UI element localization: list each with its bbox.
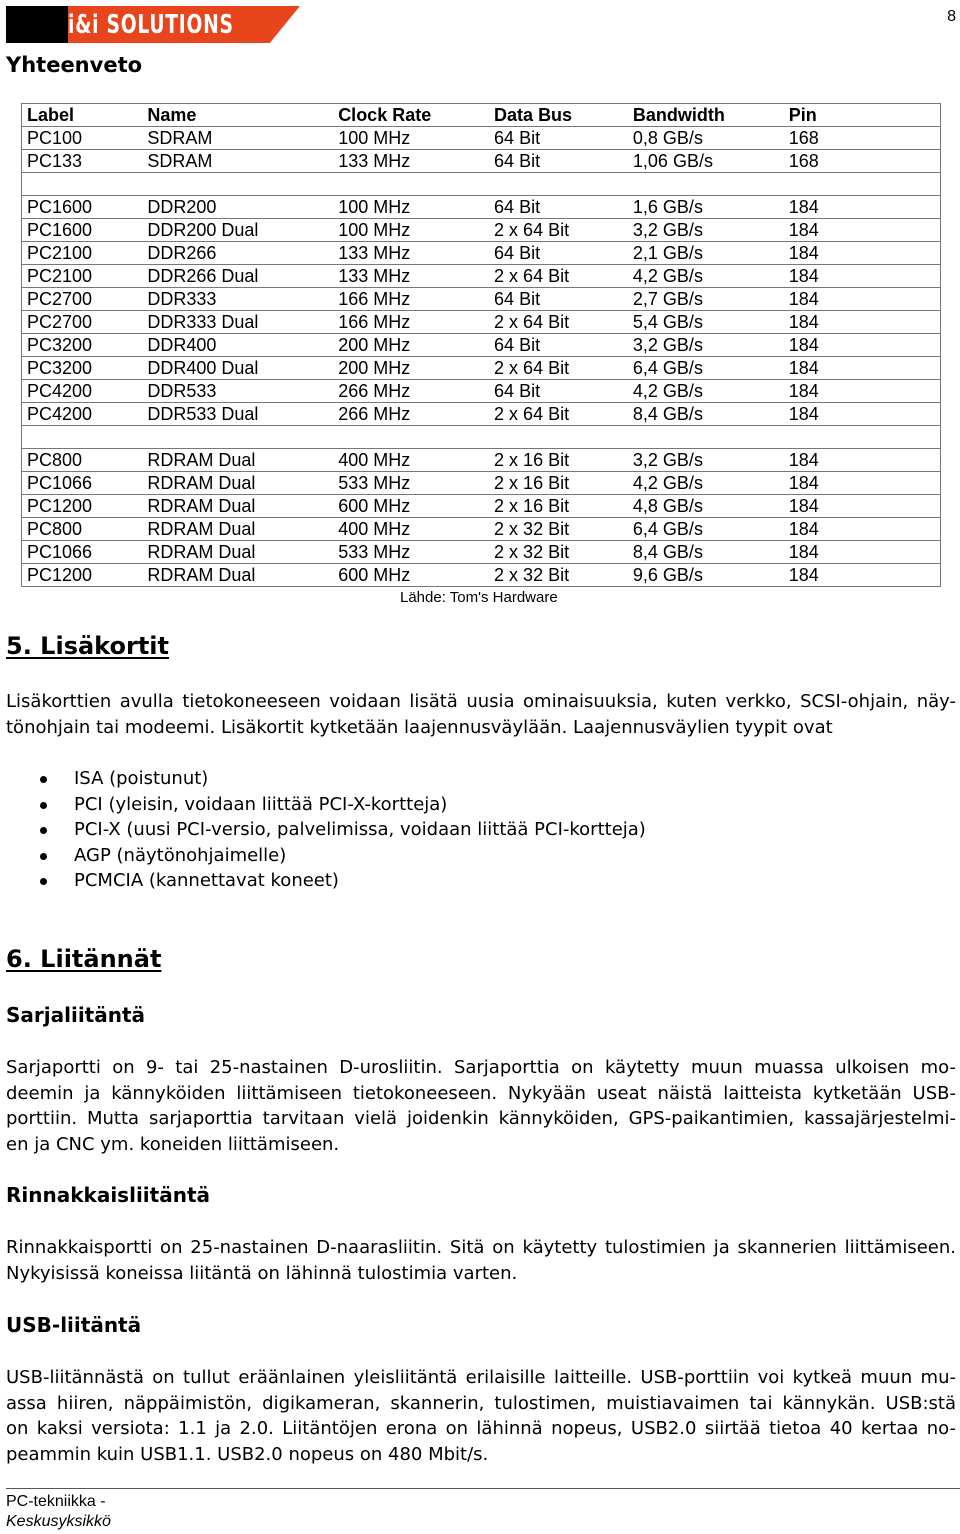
heading-lisakortit: 5. Lisäkortit: [6, 632, 169, 660]
table-row: [22, 541, 941, 564]
cell-bandwidth: 1,06 GB/s: [628, 150, 784, 173]
cell-label: PC2100: [22, 265, 143, 288]
cell-name: RDRAM Dual: [142, 495, 333, 518]
cell-bandwidth: 4,2 GB/s: [628, 380, 784, 403]
table-row: [22, 311, 941, 334]
cell-data-bus: 2 x 32 Bit: [489, 541, 628, 564]
list-item: [0, 766, 646, 792]
list-item-text: PCI (yleisin, voidaan liittää PCI-X-kortteja): [74, 793, 448, 815]
text-line: porttiin. Mutta sarjaporttia tarvitaan vielä joidenkin kännyköiden, GPS-paikantimien, kassajärjestelmi-: [6, 1108, 956, 1129]
heading-rinnakkaisliitanta: Rinnakkaisliitäntä: [6, 1183, 211, 1207]
cell-clock-rate: 133 MHz: [333, 265, 489, 288]
logo-text: i&i SOLUTIONS: [68, 10, 234, 40]
cell-data-bus: 2 x 64 Bit: [489, 219, 628, 242]
table-row: [22, 380, 941, 403]
cell-name: DDR400 Dual: [142, 357, 333, 380]
text-line: assa hiiren, näppäimistön, digikameran, skannerin, tulostimen, muistiavaimen tai kännykän. USB:stä: [6, 1392, 956, 1414]
table-row: [22, 242, 941, 265]
heading-liitannat: 6. Liitännät: [6, 945, 162, 973]
cell-data-bus: 2 x 64 Bit: [489, 265, 628, 288]
cell-bandwidth: 4,2 GB/s: [628, 265, 784, 288]
table-row: [22, 265, 941, 288]
cell-pin: 184: [784, 403, 941, 426]
list-item-text: PCMCIA (kannettavat koneet): [74, 870, 339, 892]
cell-clock-rate: 533 MHz: [333, 541, 489, 564]
footer-line-2: Keskusyksikkö: [6, 1513, 111, 1530]
cell-pin: 184: [784, 242, 941, 265]
paragraph-lisakortit-intro: [6, 689, 956, 740]
cell-pin: 184: [784, 380, 941, 403]
cell-data-bus: 64 Bit: [489, 380, 628, 403]
table-separator-row: [22, 426, 941, 449]
cell-label: PC1066: [22, 541, 143, 564]
memory-comparison-table: [21, 103, 941, 587]
cell-pin: 184: [784, 265, 941, 288]
cell-data-bus: 64 Bit: [489, 242, 628, 265]
text-line: deemin ja kännyköiden liittämiseen tietokoneeseen. Nykyään useat näistä laitteista kytketään USB-: [6, 1082, 956, 1104]
table-header-row: [22, 104, 941, 127]
cell-pin: 184: [784, 219, 941, 242]
cell-bandwidth: 2,7 GB/s: [628, 288, 784, 311]
cell-pin: 184: [784, 288, 941, 311]
page-footer: [6, 1492, 111, 1532]
cell-label: PC800: [22, 449, 143, 472]
cell-label: PC1200: [22, 495, 143, 518]
cell-name: DDR333: [142, 288, 333, 311]
bullet-icon: [40, 776, 47, 783]
table-source-note: Lähde: Tom's Hardware: [400, 589, 558, 606]
cell-bandwidth: 4,2 GB/s: [628, 472, 784, 495]
cell-name: DDR333 Dual: [142, 311, 333, 334]
heading-sarjaliitanta: Sarjaliitäntä: [6, 1003, 146, 1027]
cell-clock-rate: 200 MHz: [333, 334, 489, 357]
column-header-label: Label: [22, 104, 143, 127]
text-line: Rinnakkaisportti on 25-nastainen D-naarasliitin. Sitä on käytetty tulostimien ja skannerien liittämiseen.: [6, 1237, 956, 1258]
table-row: [22, 196, 941, 219]
company-logo: [6, 6, 300, 43]
cell-data-bus: 64 Bit: [489, 127, 628, 150]
cell-bandwidth: 3,2 GB/s: [628, 334, 784, 357]
cell-name: DDR266: [142, 242, 333, 265]
cell-bandwidth: 6,4 GB/s: [628, 518, 784, 541]
cell-bandwidth: 4,8 GB/s: [628, 495, 784, 518]
cell-clock-rate: 166 MHz: [333, 311, 489, 334]
cell-label: PC800: [22, 518, 143, 541]
text-line: peammin kuin USB1.1. USB2.0 nopeus on 480 Mbit/s.: [6, 1443, 489, 1465]
list-item: [0, 792, 646, 818]
cell-pin: 168: [784, 127, 941, 150]
section-title-yhteenveto: Yhteenveto: [6, 53, 143, 77]
text-line: Sarjaportti on 9- tai 25-nastainen D-urosliitin. Sarjaporttia on käytetty muun muassa ulkoisen mo-: [6, 1057, 956, 1078]
heading-usb-liitanta: USB-liitäntä: [6, 1313, 142, 1337]
cell-label: PC2700: [22, 311, 143, 334]
cell-bandwidth: 3,2 GB/s: [628, 219, 784, 242]
page-number: 8: [947, 8, 956, 25]
table-row: [22, 357, 941, 380]
table-separator-row: [22, 173, 941, 196]
paragraph-sarjaliitanta: [6, 1055, 956, 1157]
cell-data-bus: 2 x 64 Bit: [489, 403, 628, 426]
table-row: [22, 150, 941, 173]
column-header-data-bus: Data Bus: [489, 104, 628, 127]
column-header-bandwidth: Bandwidth: [628, 104, 784, 127]
cell-clock-rate: 600 MHz: [333, 495, 489, 518]
list-item-text: AGP (näytönohjaimelle): [74, 844, 287, 866]
list-item-text: PCI-X (uusi PCI-versio, palvelimissa, voidaan liittää PCI-kortteja): [74, 819, 646, 841]
cell-bandwidth: 6,4 GB/s: [628, 357, 784, 380]
cell-bandwidth: 1,6 GB/s: [628, 196, 784, 219]
cell-clock-rate: 100 MHz: [333, 196, 489, 219]
expansion-bus-list: [0, 766, 646, 894]
bullet-icon: [40, 853, 47, 860]
cell-name: DDR533 Dual: [142, 403, 333, 426]
footer-divider: [6, 1488, 960, 1489]
cell-name: RDRAM Dual: [142, 518, 333, 541]
table-row: [22, 288, 941, 311]
table-row: [22, 518, 941, 541]
cell-pin: 184: [784, 334, 941, 357]
table-separator-cell: [22, 173, 941, 196]
cell-clock-rate: 166 MHz: [333, 288, 489, 311]
cell-pin: 184: [784, 495, 941, 518]
cell-name: DDR200 Dual: [142, 219, 333, 242]
cell-data-bus: 2 x 16 Bit: [489, 449, 628, 472]
cell-name: DDR400: [142, 334, 333, 357]
cell-clock-rate: 100 MHz: [333, 219, 489, 242]
cell-bandwidth: 5,4 GB/s: [628, 311, 784, 334]
text-line: on kaksi versiota: 1.1 ja 2.0. Liitäntöjen erona on lähinnä nopeus, USB2.0 siirtää tietoa 40 kertaa no-: [6, 1418, 956, 1439]
table-separator-cell: [22, 426, 941, 449]
cell-bandwidth: 9,6 GB/s: [628, 564, 784, 587]
cell-name: RDRAM Dual: [142, 472, 333, 495]
table-row: [22, 334, 941, 357]
cell-label: PC2700: [22, 288, 143, 311]
table-row: [22, 127, 941, 150]
list-item: [0, 817, 646, 843]
column-header-name: Name: [142, 104, 333, 127]
cell-label: PC3200: [22, 357, 143, 380]
paragraph-usb-liitanta: [6, 1365, 956, 1467]
cell-data-bus: 2 x 16 Bit: [489, 472, 628, 495]
text-line: USB-liitännästä on tullut eräänlainen yleisliitäntä erilaisille laitteille. USB-porttiin voi kytkeä muun mu-: [6, 1367, 956, 1388]
cell-bandwidth: 8,4 GB/s: [628, 541, 784, 564]
table-row: [22, 403, 941, 426]
cell-name: SDRAM: [142, 150, 333, 173]
cell-pin: 184: [784, 518, 941, 541]
cell-clock-rate: 266 MHz: [333, 403, 489, 426]
cell-clock-rate: 200 MHz: [333, 357, 489, 380]
cell-name: RDRAM Dual: [142, 541, 333, 564]
cell-data-bus: 2 x 64 Bit: [489, 357, 628, 380]
list-item: [0, 843, 646, 869]
cell-name: SDRAM: [142, 127, 333, 150]
table-row: [22, 219, 941, 242]
bullet-icon: [40, 878, 47, 885]
cell-name: RDRAM Dual: [142, 449, 333, 472]
cell-pin: 184: [784, 311, 941, 334]
column-header-pin: Pin: [784, 104, 941, 127]
list-item-text: ISA (poistunut): [74, 768, 209, 789]
table-row: [22, 564, 941, 587]
cell-data-bus: 2 x 64 Bit: [489, 311, 628, 334]
cell-label: PC1600: [22, 219, 143, 242]
cell-name: RDRAM Dual: [142, 564, 333, 587]
list-item: [0, 868, 646, 894]
cell-bandwidth: 3,2 GB/s: [628, 449, 784, 472]
cell-pin: 184: [784, 541, 941, 564]
cell-data-bus: 2 x 16 Bit: [489, 495, 628, 518]
cell-pin: 184: [784, 357, 941, 380]
cell-clock-rate: 133 MHz: [333, 150, 489, 173]
cell-data-bus: 64 Bit: [489, 150, 628, 173]
cell-data-bus: 64 Bit: [489, 334, 628, 357]
cell-data-bus: 2 x 32 Bit: [489, 518, 628, 541]
cell-label: PC2100: [22, 242, 143, 265]
cell-clock-rate: 100 MHz: [333, 127, 489, 150]
cell-name: DDR200: [142, 196, 333, 219]
cell-label: PC1200: [22, 564, 143, 587]
cell-label: PC1600: [22, 196, 143, 219]
cell-clock-rate: 400 MHz: [333, 518, 489, 541]
text-line: Nykyisissä koneissa liitäntä on lähinnä tulostimia varten.: [6, 1262, 518, 1284]
cell-label: PC4200: [22, 380, 143, 403]
cell-data-bus: 2 x 32 Bit: [489, 564, 628, 587]
text-line: Lisäkorttien avulla tietokoneeseen voidaan lisätä uusia ominaisuuksia, kuten verkko, SCSI-ohjain, näy-: [6, 691, 956, 712]
cell-data-bus: 64 Bit: [489, 288, 628, 311]
bullet-icon: [40, 827, 47, 834]
text-line: en ja CNC ym. koneiden liittämiseen.: [6, 1133, 340, 1155]
cell-label: PC1066: [22, 472, 143, 495]
bullet-icon: [40, 802, 47, 809]
cell-clock-rate: 533 MHz: [333, 472, 489, 495]
cell-name: DDR266 Dual: [142, 265, 333, 288]
cell-clock-rate: 133 MHz: [333, 242, 489, 265]
cell-clock-rate: 266 MHz: [333, 380, 489, 403]
cell-data-bus: 64 Bit: [489, 196, 628, 219]
cell-clock-rate: 400 MHz: [333, 449, 489, 472]
footer-line-1: PC-tekniikka -: [6, 1493, 106, 1510]
cell-name: DDR533: [142, 380, 333, 403]
column-header-clock-rate: Clock Rate: [333, 104, 489, 127]
table-row: [22, 495, 941, 518]
cell-label: PC4200: [22, 403, 143, 426]
paragraph-rinnakkaisliitanta: [6, 1235, 956, 1286]
table-row: [22, 449, 941, 472]
cell-pin: 184: [784, 564, 941, 587]
cell-bandwidth: 2,1 GB/s: [628, 242, 784, 265]
cell-label: PC3200: [22, 334, 143, 357]
cell-pin: 184: [784, 196, 941, 219]
cell-bandwidth: 8,4 GB/s: [628, 403, 784, 426]
cell-label: PC100: [22, 127, 143, 150]
cell-label: PC133: [22, 150, 143, 173]
cell-pin: 184: [784, 472, 941, 495]
cell-bandwidth: 0,8 GB/s: [628, 127, 784, 150]
cell-pin: 184: [784, 449, 941, 472]
cell-clock-rate: 600 MHz: [333, 564, 489, 587]
text-line: tönohjain tai modeemi. Lisäkortit kytketään laajennusväylään. Laajennusväylien tyypit ovat: [6, 716, 833, 738]
cell-pin: 168: [784, 150, 941, 173]
table-row: [22, 472, 941, 495]
